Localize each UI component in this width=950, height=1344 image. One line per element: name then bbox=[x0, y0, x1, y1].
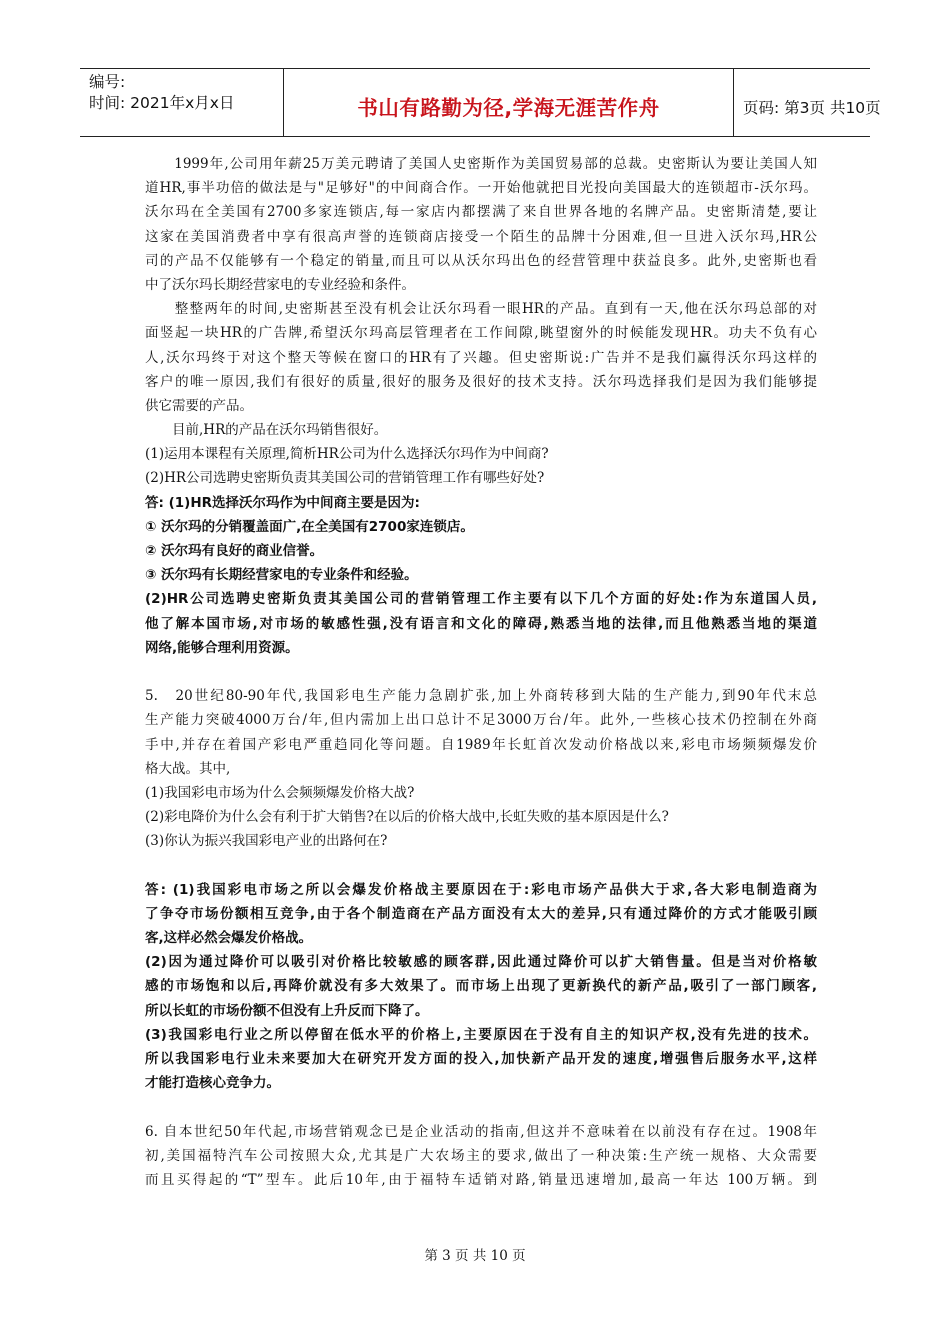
text-line: 道HR,事半功倍的做法是与"足够好"的中间商合作。一开始他就把目光投向美国最大的连锁超市-沃尔玛。 bbox=[145, 180, 817, 197]
text-line: (1)我国彩电市场为什么会频频爆发价格大战? bbox=[145, 784, 415, 801]
text-line: 面竖起一块HR的广告牌,希望沃尔玛高层管理者在工作间隙,眺望窗外的时候能发现HR。功夫不负有心 bbox=[145, 325, 817, 342]
header-page-info: 页码: 第3页 共10页 bbox=[743, 98, 881, 117]
text-line: (1)运用本课程有关原理,简析HR公司为什么选择沃尔玛作为中间商? bbox=[145, 446, 549, 463]
text-line: (2)HR公司选聘史密斯负责其美国公司的营销管理工作有哪些好处? bbox=[145, 470, 545, 487]
text-line: 5. 20世纪80-90年代,我国彩电生产能力急剧扩张,加上外商转移到大陆的生产能力,到90年代末总 bbox=[145, 688, 817, 705]
text-line: 客户的唯一原因,我们有很好的质量,很好的服务及很好的技术支持。沃尔玛选择我们是因为我们能够提 bbox=[145, 373, 817, 390]
text-line: 初,美国福特汽车公司按照大众,尤其是广大农场主的要求,做出了一种决策:生产统一规格、大众需要 bbox=[145, 1147, 817, 1164]
document-number-label: 编号: bbox=[89, 73, 126, 91]
text-line: 人,沃尔玛终于对这个整天等候在窗口的HR有了兴趣。但史密斯说:广告并不是我们赢得沃尔玛这样的 bbox=[145, 349, 817, 366]
text-line: 答: (1)我国彩电市场之所以会爆发价格战主要原因在于:彩电市场产品供大于求,各大彩电制造商为 bbox=[145, 881, 817, 898]
text-line: 网络,能够合理利用资源。 bbox=[145, 639, 299, 656]
text-line: 所以长虹的市场份额不但没有上升反而下降了。 bbox=[145, 1002, 429, 1019]
text-line: (2)彩电降价为什么会有利于扩大销售?在以后的价格大战中,长虹失败的基本原因是什么? bbox=[145, 809, 669, 826]
document-date: 时间: 2021年x月x日 bbox=[89, 94, 235, 112]
text-line: 这家在美国消费者中享有很高声誉的连锁商店接受一个陌生的品牌十分困难,但一旦进入沃尔玛,HR公 bbox=[145, 228, 817, 245]
text-line: (3)你认为振兴我国彩电产业的出路何在? bbox=[145, 833, 388, 850]
header-motto-cell bbox=[283, 69, 734, 136]
text-line: (2)HR公司选聘史密斯负责其美国公司的营销管理工作主要有以下几个方面的好处:作为东道国人员, bbox=[145, 591, 817, 608]
text-line: 中了沃尔玛长期经营家电的专业经验和条件。 bbox=[145, 276, 415, 293]
text-line: 格大战。其中, bbox=[145, 760, 231, 777]
header-motto: 书山有路勤为径,学海无涯苦作舟 bbox=[357, 95, 660, 120]
text-line: ② 沃尔玛有良好的商业信誉。 bbox=[145, 543, 324, 559]
header-meta bbox=[80, 69, 283, 136]
text-line: 而且买得起的“T”型车。此后10年,由于福特车适销对路,销量迅速增加,最高一年达 100万辆。到 bbox=[145, 1171, 817, 1188]
page-header bbox=[80, 68, 881, 137]
text-line: 沃尔玛在全美国有2700多家连锁店,每一家店内都摆满了来自世界各地的名牌产品。史密斯清楚,要让 bbox=[145, 204, 817, 221]
text-line: 6. 自本世纪50年代起,市场营销观念已是企业活动的指南,但这并不意味着在以前没有存在过。1908年 bbox=[145, 1123, 817, 1140]
text-line: 司的产品不仅能够有一个稳定的销量,而且可以从沃尔玛出色的经营管理中获益良多。此外,史密斯也看 bbox=[145, 252, 817, 269]
paragraph-gap bbox=[145, 853, 817, 877]
paragraph-gap bbox=[145, 660, 817, 684]
text-line: 答: (1)HR选择沃尔玛作为中间商主要是因为: bbox=[145, 494, 420, 511]
text-line: 他了解本国市场,对市场的敏感性强,没有语言和文化的障碍,熟悉当地的法律,而且他熟悉当地的渠道 bbox=[145, 615, 817, 632]
text-line: 供它需要的产品。 bbox=[145, 397, 253, 414]
text-line: 手中,并存在着国产彩电严重趋同化等问题。自1989年长虹首次发动价格战以来,彩电市场频频爆发价 bbox=[145, 736, 817, 753]
text-line: (3)我国彩电行业之所以停留在低水平的价格上,主要原因在于没有自主的知识产权,没有先进的技术。 bbox=[145, 1026, 817, 1043]
text-line: ① 沃尔玛的分销覆盖面广,在全美国有2700家连锁店。 bbox=[145, 518, 474, 535]
text-line: 1999年,公司用年薪25万美元聘请了美国人史密斯作为美国贸易部的总裁。史密斯认为要让美国人知 bbox=[145, 156, 817, 172]
text-line: ③ 沃尔玛有长期经营家电的专业条件和经验。 bbox=[145, 567, 418, 584]
text-line: 感的市场饱和以后,再降价就没有多大效果了。而市场上出现了更新换代的新产品,吸引了一部门顾客, bbox=[145, 978, 817, 995]
text-line: (2)因为通过降价可以吸引对价格比较敏感的顾客群,因此通过降价可以扩大销售量。但是当对价格敏 bbox=[145, 954, 817, 971]
text-line: 客,这样必然会爆发价格战。 bbox=[145, 930, 313, 946]
text-line: 整整两年的时间,史密斯甚至没有机会让沃尔玛看一眼HR的产品。直到有一天,他在沃尔玛总部的对 bbox=[145, 301, 817, 318]
paragraph-gap bbox=[145, 1095, 817, 1119]
text-line: 所以我国彩电行业未来要加大在研究开发方面的投入,加快新产品开发的速度,增强售后服务水平,这样 bbox=[145, 1050, 817, 1067]
text-line: 目前,HR的产品在沃尔玛销售很好。 bbox=[145, 422, 388, 439]
text-line: 了争夺市场份额相互竞争,由于各个制造商在产品方面没有太大的差异,只有通过降价的方式才能吸引顾 bbox=[145, 905, 817, 922]
page-footer: 第 3 页 共 10 页 bbox=[424, 1248, 526, 1264]
document-body bbox=[145, 152, 817, 1192]
text-line: 生产能力突破4000万台/年,但内需加上出口总计不足3000万台/年。此外,一些核心技术仍控制在外商 bbox=[145, 712, 817, 729]
text-line: 才能打造核心竞争力。 bbox=[145, 1075, 280, 1092]
